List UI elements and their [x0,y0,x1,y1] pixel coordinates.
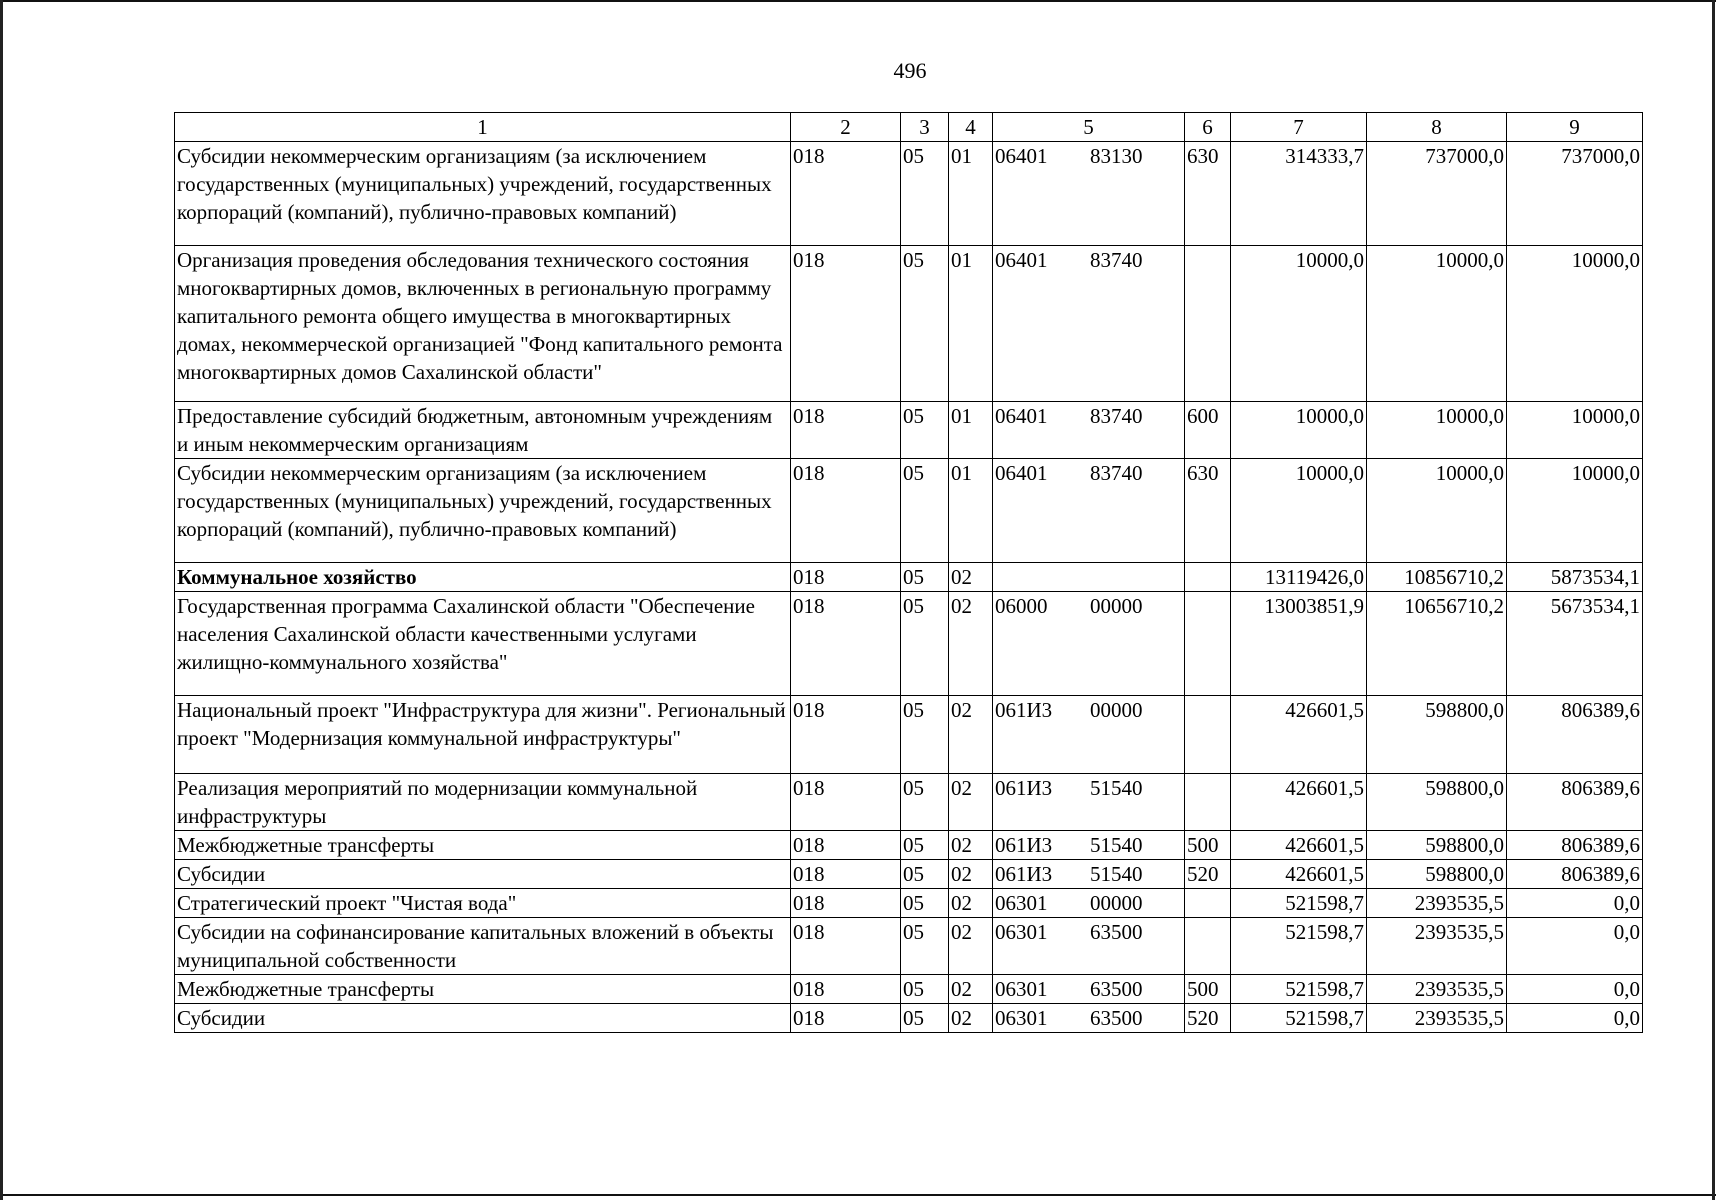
expense-type-code [1185,563,1231,592]
target-article-program: 06401 [995,461,1048,485]
target-article-direction: 83740 [1090,248,1143,272]
amount-col-7: 426601,5 [1231,860,1367,889]
column-header: 7 [1231,113,1367,142]
row-name: Реализация мероприятий по модернизации коммунальной инфраструктуры [175,774,791,831]
table-row [175,889,1643,918]
amount-col-7: 521598,7 [1231,918,1367,975]
target-article-direction: 51540 [1090,862,1143,886]
target-article-code [993,860,1185,889]
section-code: 05 [901,246,949,402]
admin-code: 018 [791,889,901,918]
table-row [175,696,1643,774]
table-row [175,918,1643,975]
table-row [175,831,1643,860]
amount-col-9: 10000,0 [1507,459,1643,563]
amount-col-7: 426601,5 [1231,831,1367,860]
section-code: 05 [901,774,949,831]
table-row [175,975,1643,1004]
row-name: Субсидии некоммерческим организациям (за исключением государственных (муниципальных) учреждений, государственных корпораций (компаний), публично-правовых компаний) [175,142,791,246]
scan-border-top [0,0,1716,2]
admin-code: 018 [791,563,901,592]
target-article-program: 06301 [995,891,1048,915]
page-number: 496 [893,58,927,83]
amount-col-9: 0,0 [1507,1004,1643,1033]
column-header: 1 [175,113,791,142]
expense-type-code: 520 [1185,860,1231,889]
amount-col-7: 521598,7 [1231,1004,1367,1033]
admin-code: 018 [791,831,901,860]
row-name: Межбюджетные трансферты [175,975,791,1004]
expense-type-code: 500 [1185,975,1231,1004]
row-name: Организация проведения обследования технического состояния многоквартирных домов, включенных в региональную программу капитального ремонта общего имущества в многоквартирных домах, некоммерческой организацией "Фонд капитального ремонта многоквартирных домов Сахалинской области" [175,246,791,402]
amount-col-7: 314333,7 [1231,142,1367,246]
subsection-code: 02 [949,1004,993,1033]
target-article-direction: 83740 [1090,461,1143,485]
expense-type-code: 630 [1185,459,1231,563]
row-name: Государственная программа Сахалинской области "Обеспечение населения Сахалинской области качественными услугами жилищно-коммунального хозяйства" [175,592,791,696]
section-code: 05 [901,696,949,774]
target-article-direction: 00000 [1090,594,1143,618]
amount-col-9: 5873534,1 [1507,563,1643,592]
amount-col-9: 10000,0 [1507,402,1643,459]
expense-type-code: 520 [1185,1004,1231,1033]
amount-col-7: 10000,0 [1231,459,1367,563]
expense-type-code: 630 [1185,142,1231,246]
amount-col-8: 2393535,5 [1367,918,1507,975]
amount-col-8: 737000,0 [1367,142,1507,246]
subsection-code: 02 [949,918,993,975]
subsection-code: 02 [949,975,993,1004]
budget-table [174,112,1643,1033]
subsection-code: 02 [949,831,993,860]
section-code: 05 [901,975,949,1004]
scan-border-left [0,0,3,1200]
amount-col-7: 426601,5 [1231,696,1367,774]
target-article-program: 06301 [995,920,1048,944]
expense-type-code [1185,918,1231,975]
target-article-code [993,774,1185,831]
target-article-code [993,402,1185,459]
target-article-code [993,696,1185,774]
expense-type-code [1185,889,1231,918]
column-header: 6 [1185,113,1231,142]
section-code: 05 [901,563,949,592]
amount-col-9: 10000,0 [1507,246,1643,402]
table-row [175,563,1643,592]
target-article-direction: 51540 [1090,833,1143,857]
amount-col-7: 521598,7 [1231,975,1367,1004]
subsection-code: 01 [949,142,993,246]
admin-code: 018 [791,402,901,459]
admin-code: 018 [791,459,901,563]
amount-col-7: 426601,5 [1231,774,1367,831]
row-name: Коммунальное хозяйство [175,563,791,592]
amount-col-8: 598800,0 [1367,696,1507,774]
target-article-program: 061И3 [995,833,1053,857]
admin-code: 018 [791,142,901,246]
subsection-code: 02 [949,889,993,918]
amount-col-8: 598800,0 [1367,774,1507,831]
amount-col-9: 806389,6 [1507,831,1643,860]
target-article-direction: 83740 [1090,404,1143,428]
subsection-code: 02 [949,592,993,696]
table-row [175,246,1643,402]
target-article-code [993,889,1185,918]
table-row [175,1004,1643,1033]
admin-code: 018 [791,246,901,402]
expense-type-code: 500 [1185,831,1231,860]
target-article-code [993,1004,1185,1033]
admin-code: 018 [791,1004,901,1033]
subsection-code: 02 [949,696,993,774]
target-article-program: 06301 [995,1006,1048,1030]
target-article-direction: 00000 [1090,698,1143,722]
row-name: Межбюджетные трансферты [175,831,791,860]
section-code: 05 [901,592,949,696]
amount-col-7: 13119426,0 [1231,563,1367,592]
amount-col-9: 806389,6 [1507,774,1643,831]
amount-col-8: 2393535,5 [1367,1004,1507,1033]
target-article-code [993,246,1185,402]
admin-code: 018 [791,975,901,1004]
expense-type-code [1185,774,1231,831]
amount-col-8: 10656710,2 [1367,592,1507,696]
target-article-program: 06401 [995,404,1048,428]
table-row [175,860,1643,889]
target-article-program: 06401 [995,248,1048,272]
row-name: Стратегический проект "Чистая вода" [175,889,791,918]
column-header: 8 [1367,113,1507,142]
amount-col-7: 521598,7 [1231,889,1367,918]
amount-col-8: 10856710,2 [1367,563,1507,592]
table-row [175,402,1643,459]
table-row [175,774,1643,831]
target-article-code [993,592,1185,696]
target-article-code [993,975,1185,1004]
target-article-program: 06401 [995,144,1048,168]
target-article-code [993,563,1185,592]
target-article-program: 06301 [995,977,1048,1001]
column-header: 3 [901,113,949,142]
target-article-code [993,918,1185,975]
expense-type-code [1185,246,1231,402]
target-article-direction: 63500 [1090,977,1143,1001]
table-header-row [175,113,1643,142]
admin-code: 018 [791,918,901,975]
scan-border-bottom [0,1194,1716,1196]
target-article-code [993,142,1185,246]
section-code: 05 [901,142,949,246]
amount-col-9: 0,0 [1507,975,1643,1004]
amount-col-9: 0,0 [1507,918,1643,975]
row-name: Национальный проект "Инфраструктура для жизни". Региональный проект "Модернизация коммунальной инфраструктуры" [175,696,791,774]
amount-col-8: 598800,0 [1367,831,1507,860]
section-code: 05 [901,402,949,459]
target-article-program: 061И3 [995,862,1053,886]
subsection-code: 02 [949,774,993,831]
section-code: 05 [901,1004,949,1033]
section-code: 05 [901,918,949,975]
column-header: 2 [791,113,901,142]
target-article-direction: 83130 [1090,144,1143,168]
amount-col-9: 5673534,1 [1507,592,1643,696]
expense-type-code [1185,592,1231,696]
column-header: 9 [1507,113,1643,142]
amount-col-7: 13003851,9 [1231,592,1367,696]
amount-col-9: 806389,6 [1507,860,1643,889]
amount-col-7: 10000,0 [1231,402,1367,459]
subsection-code: 02 [949,563,993,592]
target-article-code [993,831,1185,860]
subsection-code: 01 [949,402,993,459]
row-name: Субсидии некоммерческим организациям (за исключением государственных (муниципальных) учреждений, государственных корпораций (компаний), публично-правовых компаний) [175,459,791,563]
section-code: 05 [901,459,949,563]
amount-col-8: 10000,0 [1367,402,1507,459]
table-row [175,459,1643,563]
amount-col-9: 737000,0 [1507,142,1643,246]
table-row [175,142,1643,246]
amount-col-9: 806389,6 [1507,696,1643,774]
scan-border-right [1712,0,1715,1200]
amount-col-9: 0,0 [1507,889,1643,918]
column-header: 4 [949,113,993,142]
target-article-program: 061И3 [995,776,1053,800]
admin-code: 018 [791,860,901,889]
section-code: 05 [901,831,949,860]
amount-col-8: 10000,0 [1367,246,1507,402]
section-code: 05 [901,860,949,889]
target-article-direction: 51540 [1090,776,1143,800]
table-body [175,142,1643,1033]
amount-col-8: 2393535,5 [1367,975,1507,1004]
amount-col-8: 10000,0 [1367,459,1507,563]
table-row [175,592,1643,696]
target-article-program: 061И3 [995,698,1053,722]
subsection-code: 02 [949,860,993,889]
subsection-code: 01 [949,459,993,563]
target-article-direction: 00000 [1090,891,1143,915]
target-article-code [993,459,1185,563]
row-name: Субсидии на софинансирование капитальных вложений в объекты муниципальной собственности [175,918,791,975]
admin-code: 018 [791,696,901,774]
target-article-direction: 63500 [1090,1006,1143,1030]
amount-col-7: 10000,0 [1231,246,1367,402]
subsection-code: 01 [949,246,993,402]
expense-type-code [1185,696,1231,774]
row-name: Предоставление субсидий бюджетным, автономным учреждениям и иным некоммерческим организациям [175,402,791,459]
target-article-direction: 63500 [1090,920,1143,944]
column-header: 5 [993,113,1185,142]
section-code: 05 [901,889,949,918]
admin-code: 018 [791,774,901,831]
target-article-program: 06000 [995,594,1048,618]
row-name: Субсидии [175,1004,791,1033]
admin-code: 018 [791,592,901,696]
expense-type-code: 600 [1185,402,1231,459]
row-name: Субсидии [175,860,791,889]
amount-col-8: 2393535,5 [1367,889,1507,918]
amount-col-8: 598800,0 [1367,860,1507,889]
